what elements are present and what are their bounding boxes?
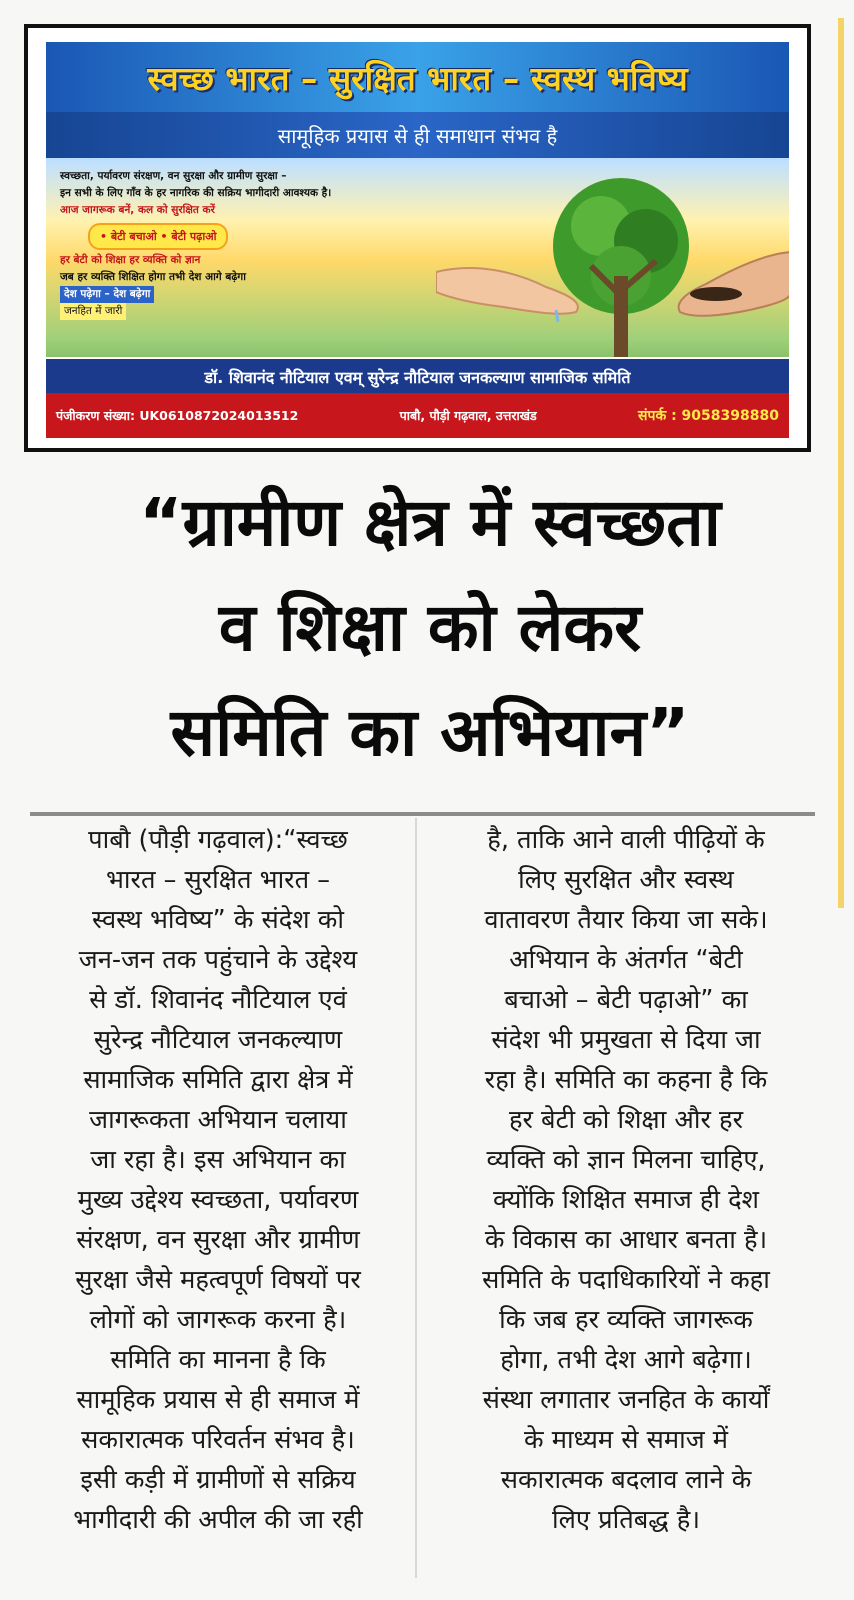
location: पाबौ, पौड़ी गढ़वाल, उत्तराखंड: [399, 408, 537, 423]
article-line: लिए प्रतिबद्ध है।: [552, 1505, 700, 1535]
article-body: [22, 820, 822, 1580]
article-line: स्वस्थ भविष्य” के संदेश को: [92, 905, 344, 935]
banner-footer: [46, 393, 789, 438]
article-line: लिए सुरक्षित और स्वस्थ: [518, 865, 734, 895]
banner-subtitle: सामूहिक प्रयास से ही समाधान संभव है: [46, 112, 789, 158]
article-line: इसी कड़ी में ग्रामीणों से सक्रिय: [80, 1465, 356, 1495]
article-line: जागरूकता अभियान चलाया: [89, 1105, 347, 1135]
organization-name: डॉ. शिवानंद नौटियाल एवम् सुरेन्द्र नौटियाल जनकल्याण सामाजिक समिति: [46, 357, 789, 395]
banner-line-5: जब हर व्यक्ति शिक्षित होगा तभी देश आगे बढ़ेगा: [60, 271, 246, 283]
side-accent-rule: [838, 18, 844, 908]
article-line: सकारात्मक परिवर्तन संभव है।: [81, 1425, 355, 1455]
article-line: संदेश भी प्रमुखता से दिया जा: [491, 1025, 761, 1055]
banner-title: स्वच्छ भारत – सुरक्षित भारत – स्वस्थ भविष्य: [46, 42, 789, 112]
article-line: सकारात्मक बदलाव लाने के: [500, 1465, 752, 1495]
article-line: के विकास का आधार बनता है।: [484, 1225, 768, 1255]
article-column-2: [430, 820, 822, 1580]
headline-divider: [30, 812, 815, 816]
banner-line-3: आज जागरूक बनें, कल को सुरक्षित करें: [60, 204, 215, 216]
article-line: भागीदारी की अपील की जा रही: [73, 1505, 363, 1535]
banner-line-4: हर बेटी को शिक्षा हर व्यक्ति को ज्ञान: [60, 254, 201, 266]
article-line: संरक्षण, वन सुरक्षा और ग्रामीण: [76, 1225, 360, 1255]
article-line: वातावरण तैयार किया जा सके।: [484, 905, 768, 935]
headline-line-1: “ग्रामीण क्षेत्र में स्वच्छता: [139, 484, 721, 561]
article-line: लोगों को जागरूक करना है।: [89, 1305, 347, 1335]
headline-line-3: समिति का अभियान”: [170, 694, 690, 771]
article-line: सामूहिक प्रयास से ही समाज में: [76, 1385, 360, 1415]
article-line: मुख्य उद्देश्य स्वच्छता, पर्यावरण: [77, 1185, 359, 1215]
article-line: सुरक्षा जैसे महत्वपूर्ण विषयों पर: [75, 1265, 361, 1295]
banner-pill: • बेटी बचाओ • बेटी पढ़ाओ: [90, 225, 226, 248]
contact-number: संपर्क : 9058398880: [638, 408, 779, 424]
campaign-banner: [46, 42, 789, 438]
article-line: बचाओ – बेटी पढ़ाओ” का: [504, 985, 748, 1015]
registration-number: पंजीकरण संख्या: UK0610872024013512: [56, 408, 299, 423]
article-line: जन-जन तक पहुंचाने के उद्देश्य: [78, 945, 358, 975]
article-line: व्यक्ति को ज्ञान मिलना चाहिए,: [486, 1145, 766, 1175]
banner-line-2: इन सभी के लिए गाँव के हर नागरिक की सक्रिय भागीदारी आवश्यक है।: [60, 187, 332, 199]
article-line: रहा है। समिति का कहना है कि: [484, 1065, 768, 1095]
article-column-1: [22, 820, 414, 1580]
article-line: समिति का मानना है कि: [110, 1345, 326, 1375]
article-line: अभियान के अंतर्गत “बेटी: [509, 945, 743, 975]
article-line: के माध्यम से समाज में: [524, 1425, 728, 1455]
article-line: कि जब हर व्यक्ति जागरूक: [499, 1305, 753, 1335]
banner-line-6: देश पढ़ेगा – देश बढ़ेगा: [60, 286, 154, 303]
article-headline: [30, 470, 830, 785]
article-line: भारत – सुरक्षित भारत –: [105, 865, 330, 895]
article-line: हर बेटी को शिक्षा और हर: [508, 1105, 744, 1135]
article-line: सुरेन्द्र नौटियाल जनकल्याण: [93, 1025, 343, 1055]
article-line: पाबौ (पौड़ी गढ़वाल):“स्वच्छ: [88, 825, 348, 855]
article-line: क्योंकि शिक्षित समाज ही देश: [492, 1185, 760, 1215]
hand-with-soil-icon: [666, 232, 789, 327]
banner-messages: [60, 168, 440, 320]
article-line: समिति के पदाधिकारियों ने कहा: [482, 1265, 770, 1295]
banner-line-1: स्वच्छता, पर्यावरण संरक्षण, वन सुरक्षा और ग्रामीण सुरक्षा –: [60, 170, 287, 182]
banner-line-7: जनहित में जारी: [60, 303, 126, 320]
article-line: जा रहा है। इस अभियान का: [90, 1145, 346, 1175]
headline-line-2: व शिक्षा को लेकर: [218, 589, 642, 666]
banner-frame: [24, 24, 811, 452]
article-line: है, ताकि आने वाली पीढ़ियों के: [487, 825, 765, 855]
article-line: से डॉ. शिवानंद नौटियाल एवं: [89, 985, 347, 1015]
article-line: सामाजिक समिति द्वारा क्षेत्र में: [83, 1065, 353, 1095]
article-line: संस्था लगातार जनहित के कार्यों: [482, 1385, 770, 1415]
article-line: होगा, तभी देश आगे बढ़ेगा।: [500, 1345, 752, 1375]
